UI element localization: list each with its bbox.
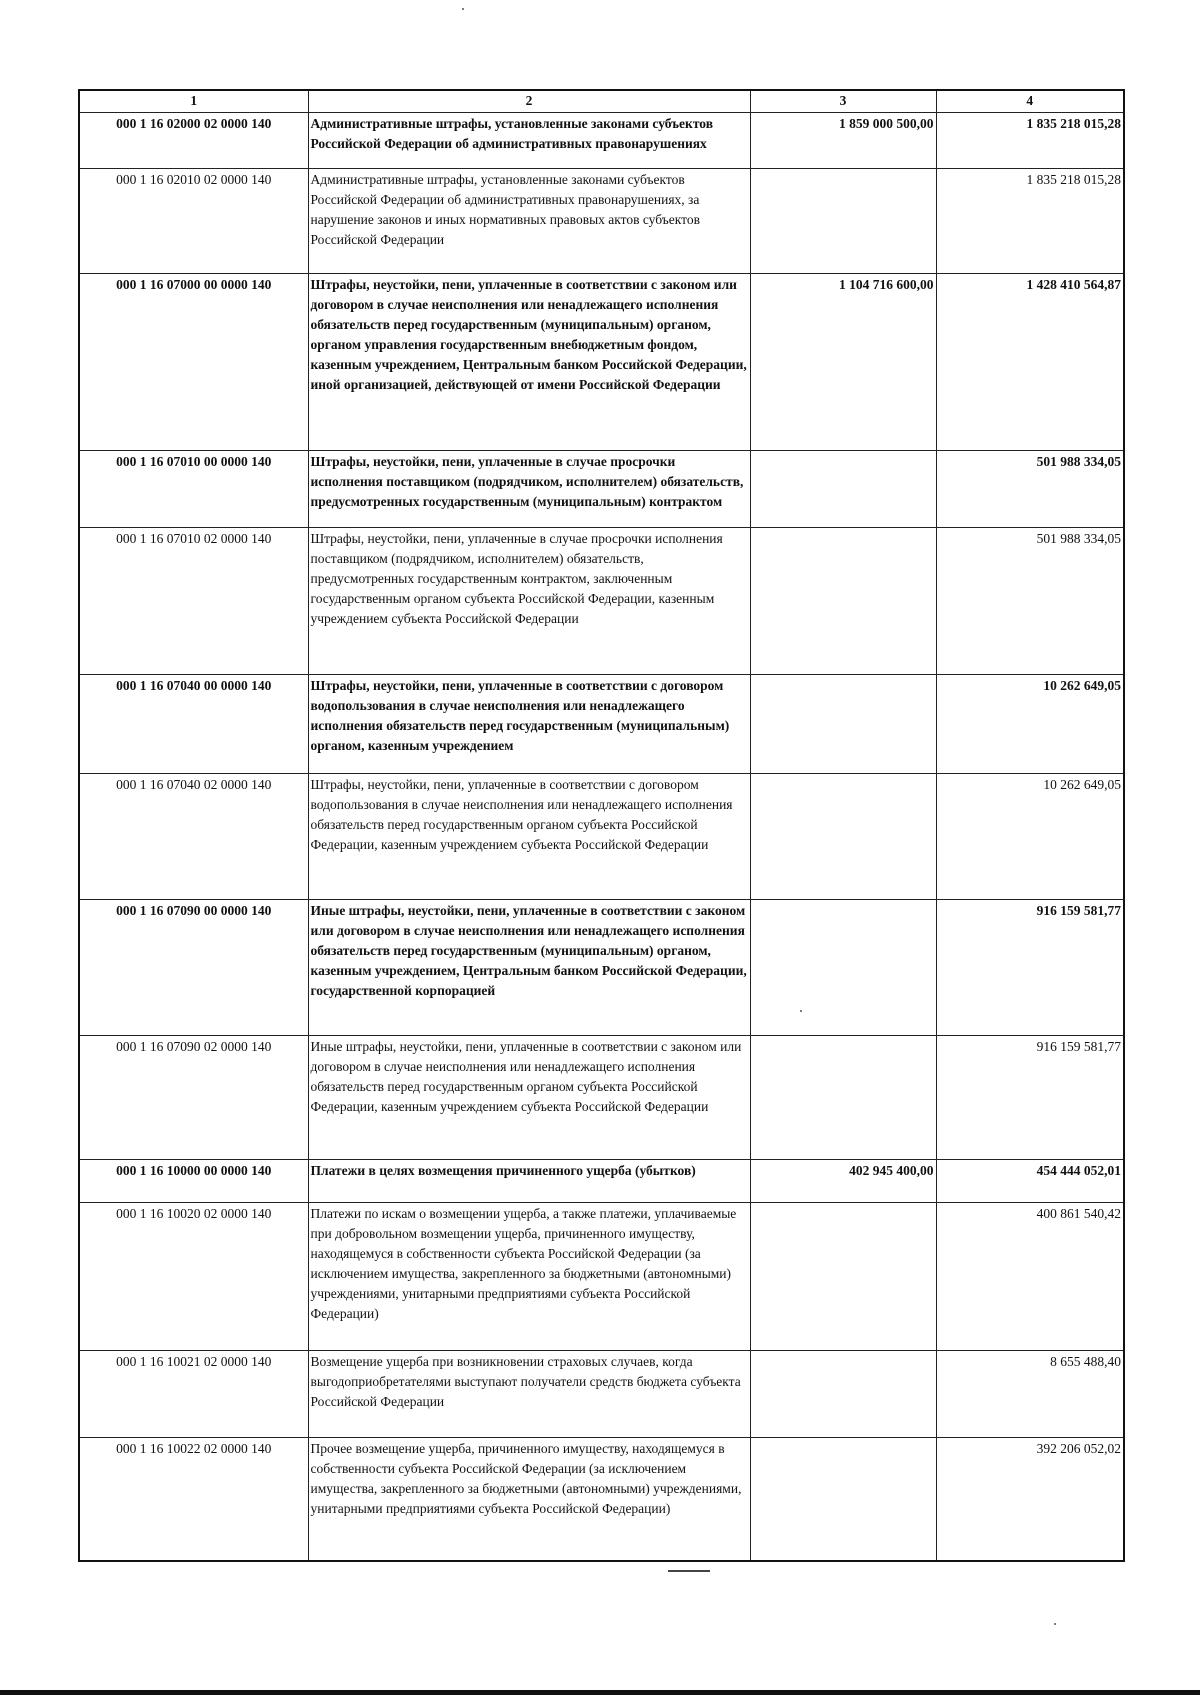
row-code: 000 1 16 02010 02 0000 140 xyxy=(79,169,308,274)
table-row xyxy=(79,774,1124,900)
row-code: 000 1 16 10000 00 0000 140 xyxy=(79,1160,308,1203)
table-row xyxy=(79,1036,1124,1160)
row-name: Штрафы, неустойки, пени, уплаченные в соответствии с договором водопользования в случае неисполнения или ненадлежащего исполнения обязательств перед государственным органом субъекта Российской Федерации, казенным учреждением субъекта Российской Федерации xyxy=(308,774,750,900)
row-actual-amount: 454 444 052,01 xyxy=(936,1160,1124,1203)
header-col-3: 3 xyxy=(750,90,936,113)
scan-streak xyxy=(668,1570,710,1572)
row-name: Платежи по искам о возмещении ущерба, а также платежи, уплачиваемые при добровольном возмещении ущерба, причиненного имуществу, находящемуся в собственности субъекта Российской Федерации (за исключением имущества, закрепленного за бюджетными (автономными) учреждениями, унитарными предприятиями субъекта Российской Федерации) xyxy=(308,1203,750,1351)
row-plan-amount xyxy=(750,774,936,900)
row-actual-amount: 10 262 649,05 xyxy=(936,675,1124,774)
row-plan-amount: 1 859 000 500,00 xyxy=(750,113,936,169)
row-code: 000 1 16 07090 02 0000 140 xyxy=(79,1036,308,1160)
row-name: Административные штрафы, установленные законами субъектов Российской Федерации об административных правонарушениях xyxy=(308,113,750,169)
row-plan-amount: 402 945 400,00 xyxy=(750,1160,936,1203)
row-actual-amount: 916 159 581,77 xyxy=(936,1036,1124,1160)
scan-speck xyxy=(800,1010,802,1012)
table-row xyxy=(79,675,1124,774)
row-plan-amount xyxy=(750,451,936,528)
row-name: Административные штрафы, установленные законами субъектов Российской Федерации об административных правонарушениях, за нарушение законов и иных нормативных правовых актов субъектов Российской Федерации xyxy=(308,169,750,274)
row-code: 000 1 16 10021 02 0000 140 xyxy=(79,1351,308,1438)
table-row xyxy=(79,528,1124,675)
header-col-4: 4 xyxy=(936,90,1124,113)
row-code: 000 1 16 07010 02 0000 140 xyxy=(79,528,308,675)
row-name: Штрафы, неустойки, пени, уплаченные в соответствии с законом или договором в случае неисполнения или ненадлежащего исполнения обязательств перед государственным (муниципальным) органом, органом управления государственным внебюджетным фондом, казенным учреждением, Центральным банком Российской Федерации, иной организацией, действующей от имени Российской Федерации xyxy=(308,274,750,451)
revenue-table xyxy=(78,89,1125,1562)
row-actual-amount: 1 835 218 015,28 xyxy=(936,169,1124,274)
row-actual-amount: 916 159 581,77 xyxy=(936,900,1124,1036)
row-code: 000 1 16 10022 02 0000 140 xyxy=(79,1438,308,1561)
table-row xyxy=(79,113,1124,169)
header-col-2: 2 xyxy=(308,90,750,113)
row-plan-amount xyxy=(750,528,936,675)
row-name: Прочее возмещение ущерба, причиненного имуществу, находящемуся в собственности субъекта Российской Федерации (за исключением имущества, закрепленного за бюджетными (автономными) учреждениями, унитарными предприятиями субъекта Российской Федерации) xyxy=(308,1438,750,1561)
table-row xyxy=(79,1438,1124,1561)
row-actual-amount: 501 988 334,05 xyxy=(936,528,1124,675)
row-plan-amount xyxy=(750,900,936,1036)
row-plan-amount xyxy=(750,675,936,774)
table-row xyxy=(79,451,1124,528)
table-row xyxy=(79,900,1124,1036)
row-name: Иные штрафы, неустойки, пени, уплаченные в соответствии с законом или договором в случае неисполнения или ненадлежащего исполнения обязательств перед государственным органом субъекта Российской Федерации, казенным учреждением субъекта Российской Федерации xyxy=(308,1036,750,1160)
row-code: 000 1 16 10020 02 0000 140 xyxy=(79,1203,308,1351)
row-name: Штрафы, неустойки, пени, уплаченные в случае просрочки исполнения поставщиком (подрядчиком, исполнителем) обязательств, предусмотренных государственным контрактом, заключенным государственным органом субъекта Российской Федерации, казенным учреждением субъекта Российской Федерации xyxy=(308,528,750,675)
row-actual-amount: 8 655 488,40 xyxy=(936,1351,1124,1438)
row-name: Штрафы, неустойки, пени, уплаченные в случае просрочки исполнения поставщиком (подрядчиком, исполнителем) обязательств, предусмотренных государственным (муниципальным) контрактом xyxy=(308,451,750,528)
row-name: Иные штрафы, неустойки, пени, уплаченные в соответствии с законом или договором в случае неисполнения или ненадлежащего исполнения обязательств перед государственным (муниципальным) органом, казенным учреждением, Центральным банком Российской Федерации, государственной корпорацией xyxy=(308,900,750,1036)
header-row xyxy=(79,90,1124,113)
row-plan-amount xyxy=(750,1203,936,1351)
row-name: Возмещение ущерба при возникновении страховых случаев, когда выгодоприобретателями выступают получатели средств бюджета субъекта Российской Федерации xyxy=(308,1351,750,1438)
row-code: 000 1 16 07010 00 0000 140 xyxy=(79,451,308,528)
row-plan-amount xyxy=(750,169,936,274)
row-name: Платежи в целях возмещения причиненного ущерба (убытков) xyxy=(308,1160,750,1203)
row-code: 000 1 16 02000 02 0000 140 xyxy=(79,113,308,169)
scan-speck xyxy=(462,8,464,10)
scan-speck xyxy=(1054,1623,1056,1625)
row-actual-amount: 10 262 649,05 xyxy=(936,774,1124,900)
row-plan-amount xyxy=(750,1036,936,1160)
row-code: 000 1 16 07040 00 0000 140 xyxy=(79,675,308,774)
row-plan-amount xyxy=(750,1351,936,1438)
table-row xyxy=(79,1160,1124,1203)
row-code: 000 1 16 07040 02 0000 140 xyxy=(79,774,308,900)
scan-edge xyxy=(0,1690,1200,1695)
row-plan-amount xyxy=(750,1438,936,1561)
row-code: 000 1 16 07000 00 0000 140 xyxy=(79,274,308,451)
row-actual-amount: 1 835 218 015,28 xyxy=(936,113,1124,169)
table-row xyxy=(79,169,1124,274)
table-body xyxy=(79,113,1124,1561)
table-row xyxy=(79,1203,1124,1351)
row-actual-amount: 392 206 052,02 xyxy=(936,1438,1124,1561)
row-actual-amount: 1 428 410 564,87 xyxy=(936,274,1124,451)
row-actual-amount: 400 861 540,42 xyxy=(936,1203,1124,1351)
row-name: Штрафы, неустойки, пени, уплаченные в соответствии с договором водопользования в случае неисполнения или ненадлежащего исполнения обязательств перед государственным (муниципальным) органом, казенным учреждением xyxy=(308,675,750,774)
row-code: 000 1 16 07090 00 0000 140 xyxy=(79,900,308,1036)
row-plan-amount: 1 104 716 600,00 xyxy=(750,274,936,451)
header-col-1: 1 xyxy=(79,90,308,113)
row-actual-amount: 501 988 334,05 xyxy=(936,451,1124,528)
table-row xyxy=(79,274,1124,451)
table-row xyxy=(79,1351,1124,1438)
